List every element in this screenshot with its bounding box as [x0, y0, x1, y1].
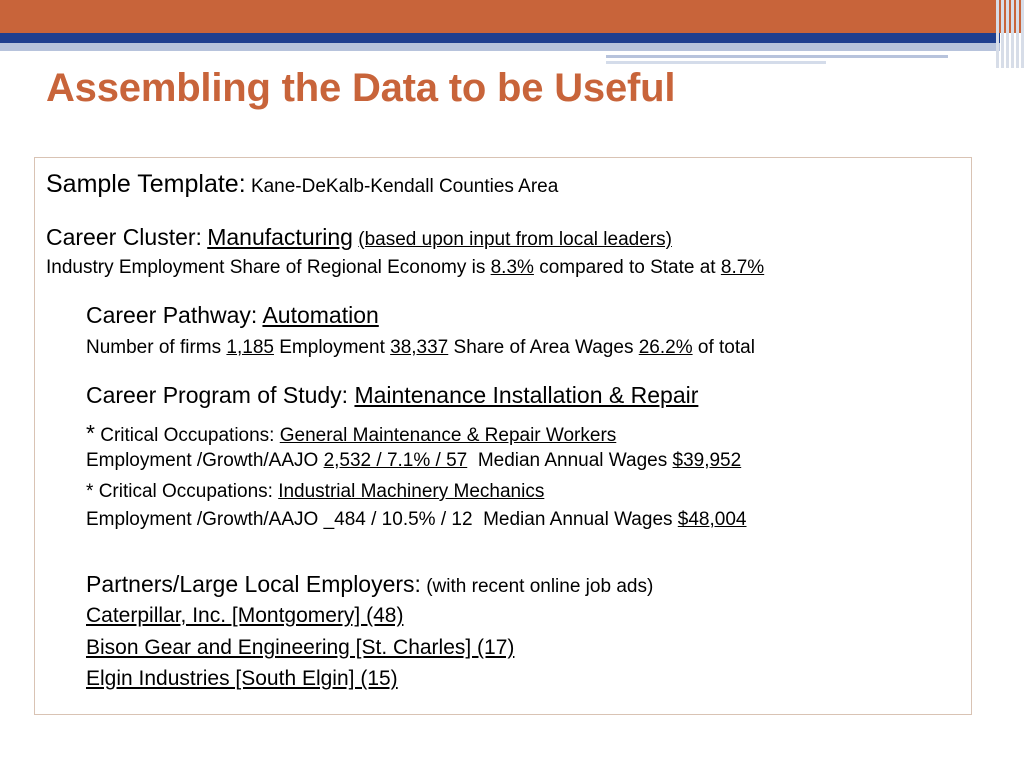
employer-item [86, 667, 398, 691]
share-state: 8.7% [720, 257, 765, 278]
employer-item [86, 604, 403, 628]
wages-share-suffix: of total [697, 337, 755, 358]
employer-item [86, 636, 514, 660]
occupation-name: Industrial Machinery Mechanics [278, 481, 545, 502]
header-stripes [996, 0, 1024, 68]
partners-note: (with recent online job ads) [426, 576, 654, 597]
employer-name: Elgin Industries [South Elgin] (15) [86, 667, 398, 690]
occupation-bullet: * [86, 420, 95, 446]
share-prefix: Industry Employment Share of Regional Economy is [46, 257, 486, 278]
template-area: Kane-DeKalb-Kendall Counties Area [250, 176, 559, 197]
cluster-label: Career Cluster: [46, 224, 202, 250]
cluster-share-line [46, 257, 764, 279]
occupation-wages: $48,004 [677, 509, 747, 530]
partners-label: Partners/Large Local Employers: [86, 571, 421, 597]
occupation-stats-line [86, 509, 746, 531]
employment-value: 38,337 [390, 337, 449, 358]
cluster-value: Manufacturing [207, 224, 353, 250]
header-accent-line-2 [606, 61, 826, 64]
occupation-stats-label: Employment /Growth/AAJO [86, 509, 319, 530]
pathway-value: Automation [262, 302, 379, 328]
employment-label: Employment [279, 337, 385, 358]
occupation-wages: $39,952 [672, 450, 742, 471]
occupation-stats-label: Employment /Growth/AAJO [86, 450, 319, 471]
wages-share-value: 26.2% [638, 337, 693, 358]
pathway-stats-line [86, 337, 755, 359]
header-accent-line [606, 55, 948, 58]
occupation-wages-label: Median Annual Wages [477, 450, 668, 471]
employer-name: Caterpillar, Inc. [Montgomery] (48) [86, 604, 404, 627]
occupation-line [86, 481, 544, 503]
occupation-name: General Maintenance & Repair Workers [279, 425, 617, 446]
wages-share-label: Share of Area Wages [453, 337, 634, 358]
occupation-stats: 2,532 / 7.1% / 57 [323, 450, 468, 471]
occupation-bullet: * [86, 481, 94, 502]
slide-title: Assembling the Data to be Useful [46, 66, 676, 110]
cluster-note: (based upon input from local leaders) [358, 229, 672, 250]
occupation-label: Critical Occupations: [100, 425, 275, 446]
header-light-bar [0, 43, 1000, 51]
occupation-wages-label: Median Annual Wages [483, 509, 673, 530]
template-label: Sample Template: [46, 170, 246, 198]
firms-label: Number of firms [86, 337, 222, 358]
pathway-line [86, 302, 379, 329]
partners-line [86, 571, 653, 598]
firms-value: 1,185 [226, 337, 274, 358]
template-line [46, 170, 558, 199]
program-line [86, 382, 698, 409]
share-mid: compared to State at [539, 257, 716, 278]
header-orange-bar [0, 0, 1024, 33]
header-navy-bar [0, 33, 1000, 43]
occupation-stats: _484 / 10.5% / 12 [323, 509, 473, 530]
employer-name: Bison Gear and Engineering [St. Charles] (17) [86, 636, 515, 659]
occupation-line [86, 420, 616, 447]
program-label: Career Program of Study: [86, 382, 349, 408]
occupation-stats-line [86, 450, 741, 472]
occupation-label: Critical Occupations: [98, 481, 273, 502]
cluster-line [46, 224, 672, 251]
pathway-label: Career Pathway: [86, 302, 258, 328]
program-value: Maintenance Installation & Repair [354, 382, 699, 408]
share-regional: 8.3% [490, 257, 534, 278]
